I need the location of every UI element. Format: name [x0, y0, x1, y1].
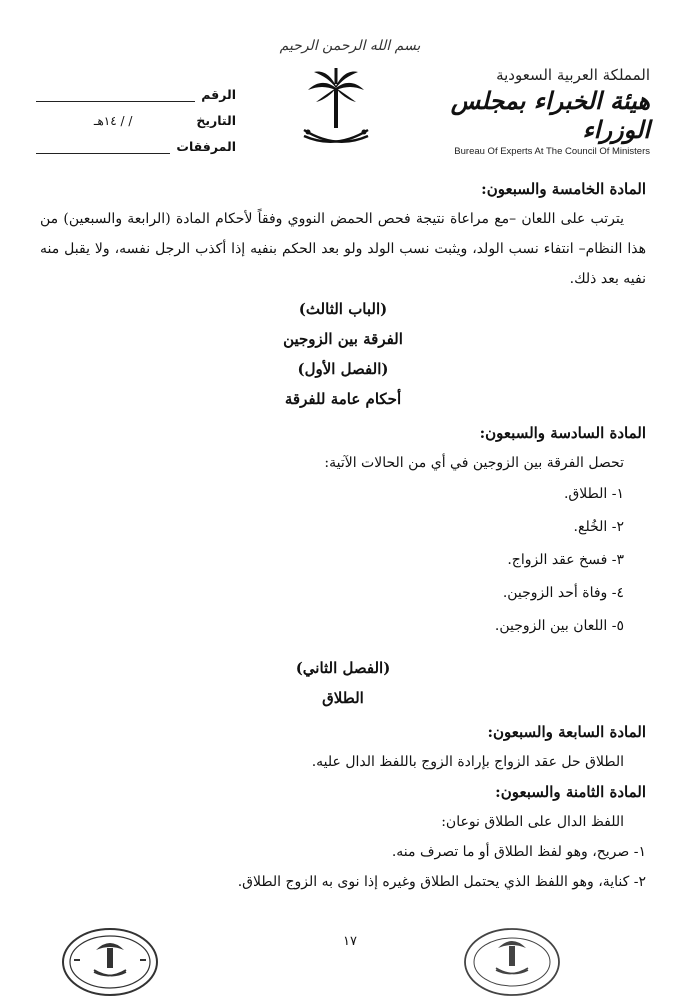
chapter-2-title: الطلاق [322, 689, 364, 707]
reference-attachments-row [36, 128, 236, 154]
bureau-seal-right-icon [462, 926, 562, 998]
palm-and-swords-emblem-icon [296, 66, 376, 150]
article-75-title: المادة الخامسة والسبعون: [481, 180, 646, 198]
article-78-item: ١- صريح، وهو لفظ الطلاق أو ما تصرف منه. [391, 844, 646, 860]
article-78-item: ٢- كناية، وهو اللفظ الذي يحتمل الطلاق وغيره إذا نوى به الزوج الطلاق. [237, 874, 646, 890]
chapter-2-label: (الفصل الثاني) [295, 659, 391, 677]
reference-date-value: / / ١٤هـ [93, 114, 133, 128]
reference-block [36, 76, 236, 154]
article-77-title: المادة السابعة والسبعون: [487, 723, 646, 741]
reference-attachments-line [36, 141, 170, 154]
reference-date-label: التاريخ [196, 113, 236, 128]
article-75-text: يترتب على اللعان –مع مراعاة نتيجة فحص الحمض النووي وفقاً لأحكام المادة (الرابعة والسبعين) من هذا النظام– انتفاء نسب الولد، ويثبت نسب الولد ولو بعد الحكم بنفيه إذا أكذب الرجل نفسه، ولا يقبل منه نفيه بعد ذلك. [40, 211, 646, 287]
article-77-text: الطلاق حل عقد الزواج بإرادة الزوج باللفظ الدال عليه. [311, 754, 624, 770]
article-76-item: ١- الطلاق. [563, 486, 624, 502]
article-76-item: ٢- الخُلع. [573, 519, 624, 535]
reference-date-row [36, 102, 236, 128]
chapter-1-label: (الفصل الأول) [297, 360, 389, 378]
reference-number-row [36, 76, 236, 102]
article-76-item: ٤- وفاة أحد الزوجين. [502, 585, 624, 601]
document-body [40, 174, 646, 897]
article-78-title: المادة الثامنة والسبعون: [495, 783, 646, 801]
article-76-item: ٥- اللعان بين الزوجين. [494, 618, 624, 634]
article-76-title: المادة السادسة والسبعون: [479, 424, 646, 442]
reference-number-label: الرقم [201, 87, 236, 102]
chapter-1-title: أحكام عامة للفرقة [284, 390, 402, 408]
bureau-seal-left-icon [60, 926, 160, 998]
org-kingdom: المملكة العربية السعودية [496, 66, 650, 84]
part-3-label: (الباب الثالث) [298, 300, 388, 318]
article-78-intro: اللفظ الدال على الطلاق نوعان: [441, 814, 624, 830]
basmala: بسم الله الرحمن الرحيم [279, 38, 421, 54]
reference-attachments-label: المرفقات [176, 139, 236, 154]
article-76-intro: تحصل الفرقة بين الزوجين في أي من الحالات الآتية: [324, 455, 624, 471]
org-name-english: Bureau Of Experts At The Council Of Ministers [454, 146, 650, 157]
reference-number-line [36, 89, 195, 102]
org-name-arabic: هيئة الخبراء بمجلس الوزراء [450, 86, 650, 144]
article-76-item: ٣- فسخ عقد الزواج. [507, 552, 624, 568]
organization-header [440, 66, 650, 157]
page-number: ١٧ [343, 934, 357, 949]
part-3-title: الفرقة بين الزوجين [283, 330, 403, 348]
